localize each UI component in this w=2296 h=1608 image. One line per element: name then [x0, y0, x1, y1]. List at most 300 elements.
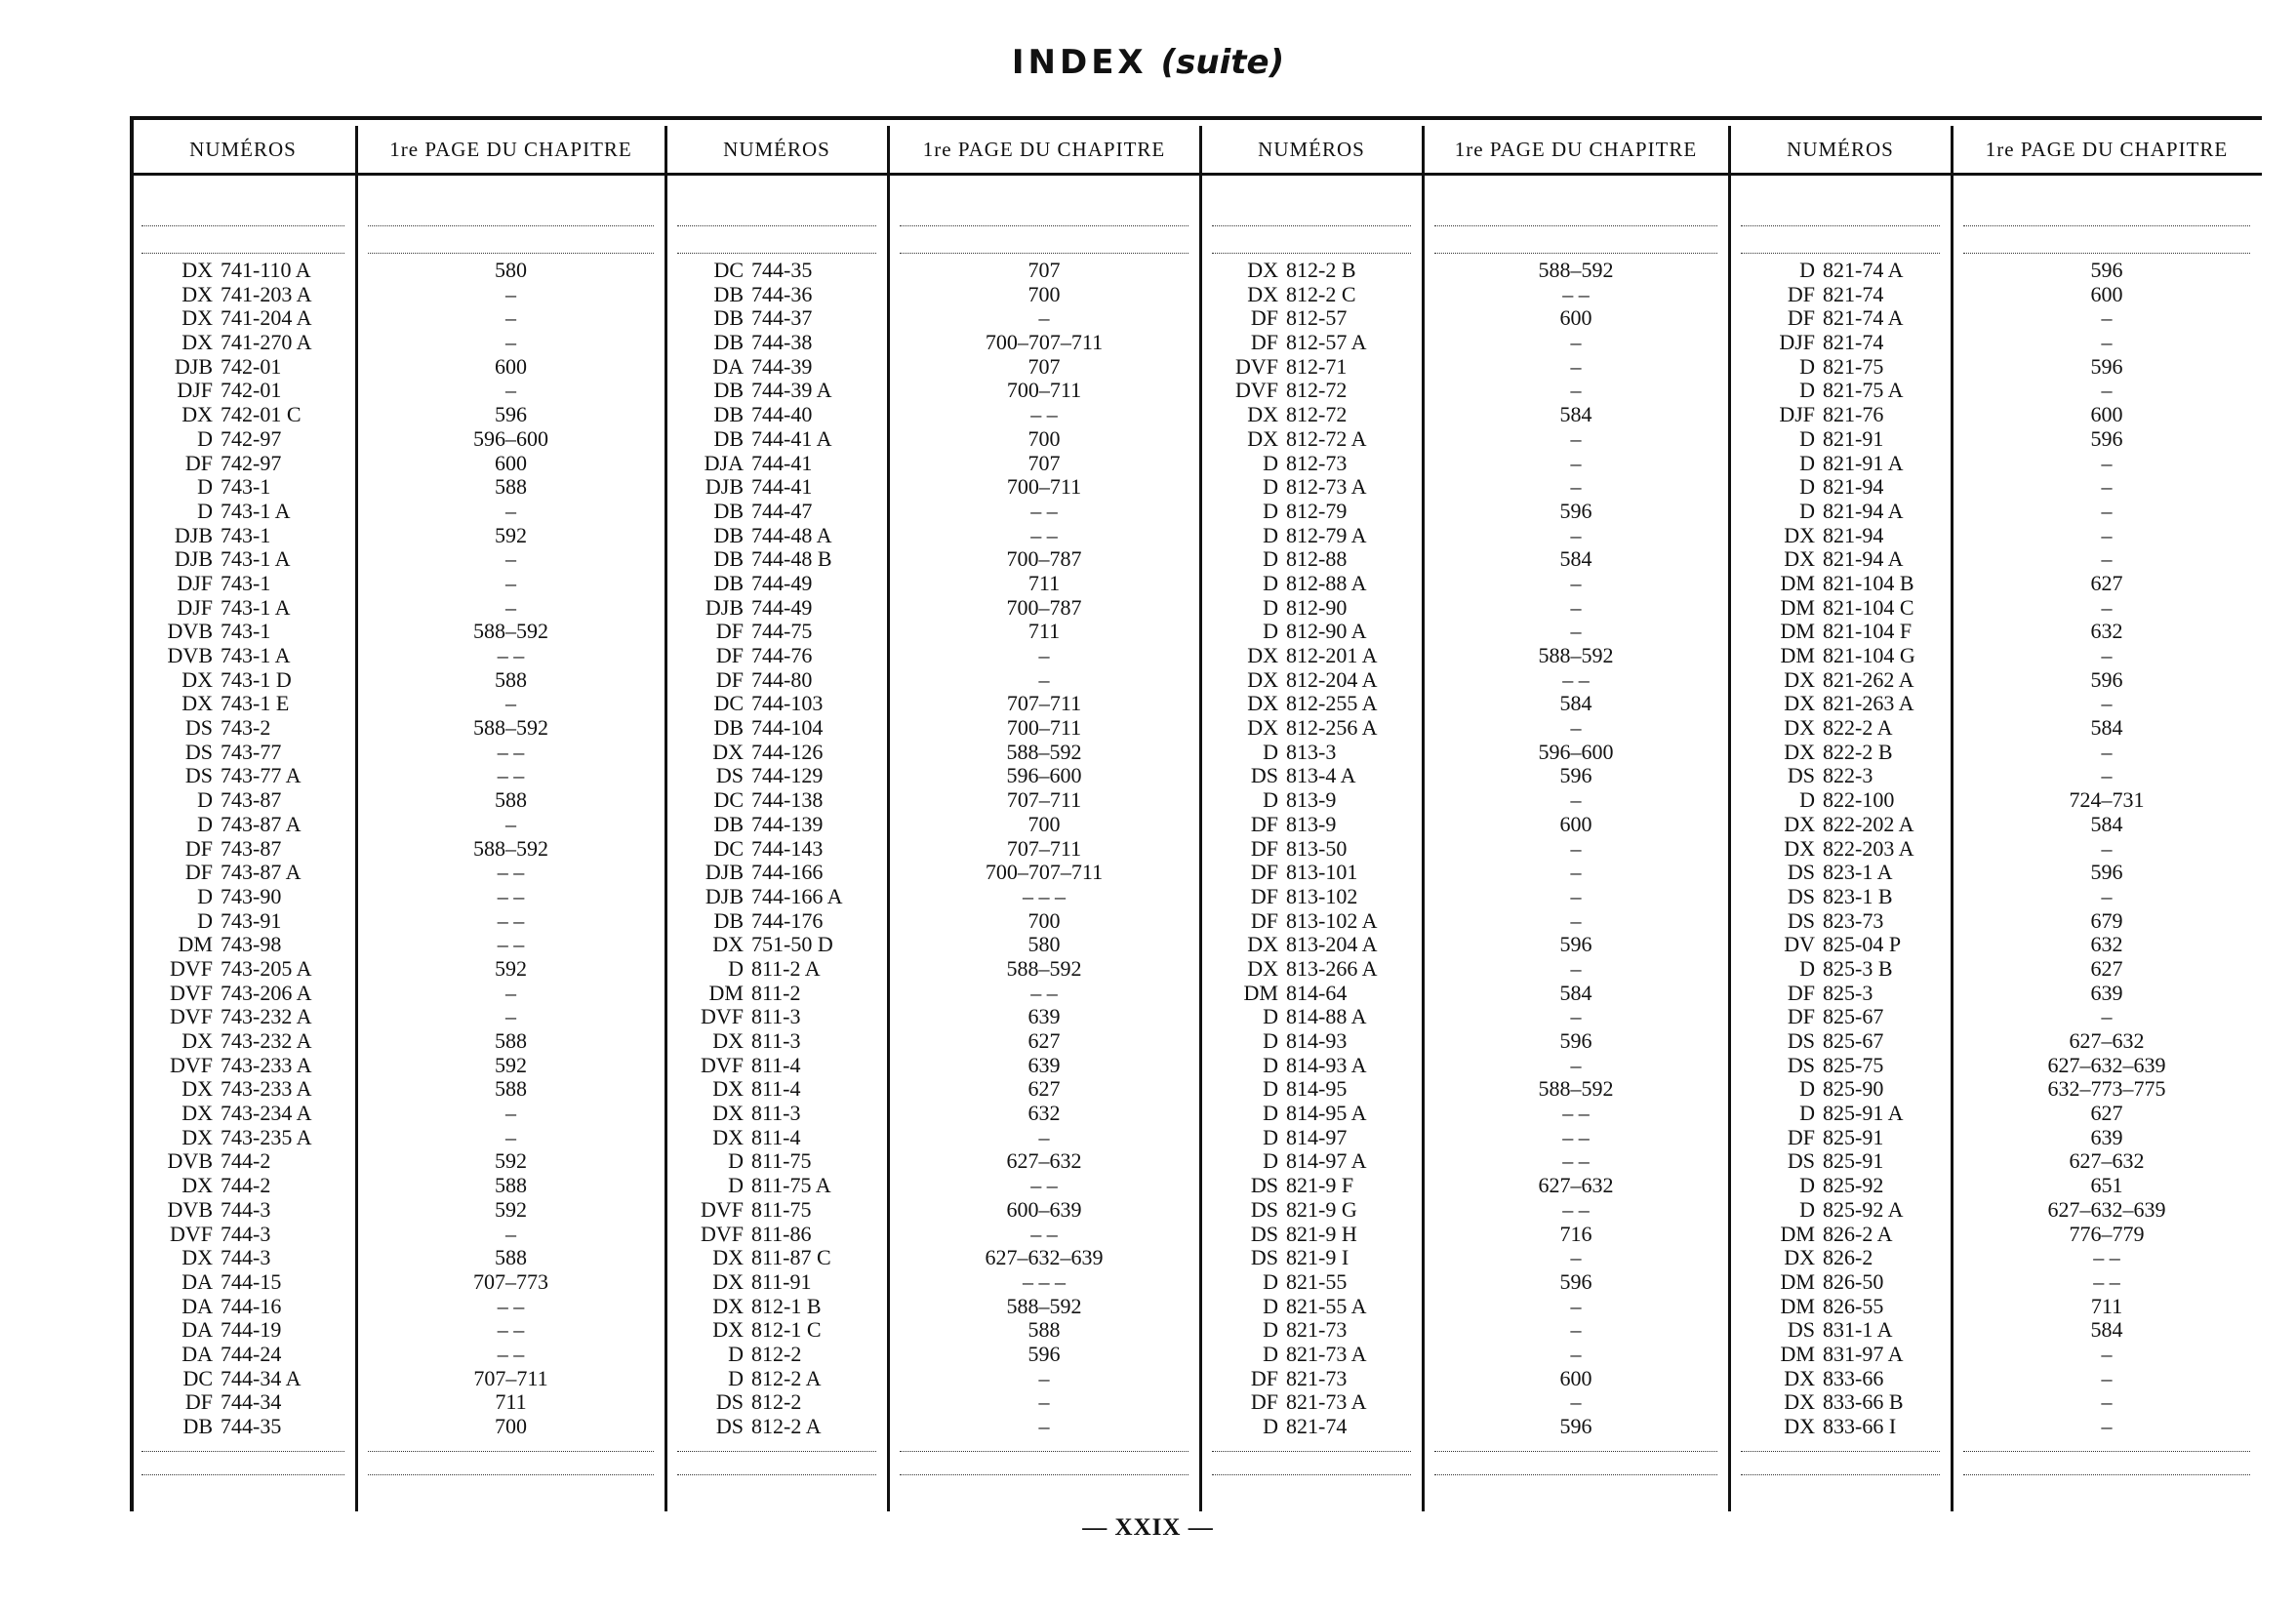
numero-prefix: DA — [712, 353, 744, 379]
numero-prefix: D — [1799, 1196, 1815, 1222]
page-entry: – — [2101, 546, 2113, 572]
numero-code: 744-104 — [751, 715, 824, 741]
page-entry: – — [505, 546, 516, 572]
numero-prefix: D — [1263, 474, 1278, 500]
numero-prefix: DS — [1787, 883, 1815, 908]
numero-code: 812-72 — [1286, 378, 1348, 403]
numero-code: 825-04 P — [1823, 932, 1902, 957]
page-entry: 600 — [1559, 305, 1592, 331]
numero-prefix: D — [1263, 1293, 1278, 1318]
page-entry: 592 — [495, 1196, 527, 1222]
numero-entry — [1729, 982, 1952, 1006]
page-entry: 700 — [1027, 425, 1061, 451]
numero-prefix: DX — [1247, 281, 1278, 306]
page-entry: – — [505, 1124, 516, 1149]
page-entry: 707–711 — [1006, 787, 1082, 813]
page-entry: 700–711 — [1006, 378, 1082, 403]
numero-entry — [665, 1054, 888, 1078]
numero-prefix: DM — [1780, 643, 1815, 667]
numero-code: 743-77 A — [221, 763, 302, 788]
numero-prefix: DA — [181, 1293, 213, 1318]
numero-code: 743-87 A — [221, 811, 302, 836]
numero-code: 741-204 A — [221, 305, 312, 331]
numero-code: 812-201 A — [1286, 643, 1378, 667]
page-entry: – — [1038, 1365, 1050, 1390]
numero-code: 744-103 — [751, 691, 824, 716]
numero-prefix: D — [1263, 594, 1278, 620]
page-entry: 627–632 — [2069, 1028, 2145, 1053]
numero-code: 744-34 A — [221, 1365, 302, 1390]
numero-code: 811-75 — [751, 1196, 812, 1222]
numero-code: 744-24 — [221, 1341, 282, 1366]
numero-code: 811-86 — [751, 1221, 812, 1246]
page-entry: – — [2101, 594, 2113, 620]
dotted-rule — [677, 253, 876, 254]
numero-entry — [130, 1102, 356, 1126]
numero-prefix: DX — [1247, 691, 1278, 716]
numero-prefix: DX — [181, 691, 213, 716]
header-numeros: NUMÉROS — [189, 137, 297, 161]
numero-code: 831-1 A — [1823, 1317, 1893, 1343]
numero-code: 826-2 A — [1823, 1221, 1893, 1246]
numero-prefix: DF — [184, 860, 213, 885]
numero-prefix: DB — [713, 907, 744, 933]
numero-entry — [1200, 741, 1423, 765]
numero-code: 743-1 — [221, 619, 271, 644]
numero-code: 744-75 — [751, 619, 813, 644]
numero-entry — [665, 957, 888, 982]
numero-prefix: DX — [181, 1245, 213, 1270]
numero-entry — [1729, 764, 1952, 788]
numero-entry — [130, 1318, 356, 1343]
numero-prefix: DF — [1787, 305, 1815, 331]
dotted-rule — [1741, 1451, 1940, 1452]
page-entry: 596 — [1559, 932, 1592, 957]
numero-entry — [1200, 1390, 1423, 1415]
numero-code: 825-91 A — [1823, 1101, 1904, 1126]
page-entry: – — [1570, 1341, 1582, 1366]
page-entry: 588 — [495, 787, 527, 813]
numero-code: 744-3 — [221, 1196, 271, 1222]
numero-prefix: DX — [1784, 715, 1815, 741]
page-entry: 632 — [2090, 932, 2123, 957]
page-entry: – – — [1030, 1173, 1058, 1198]
page-entry: 584 — [2090, 1317, 2123, 1343]
numero-prefix: DF — [1787, 281, 1815, 306]
numero-entry — [665, 1149, 888, 1174]
numero-prefix: DC — [713, 691, 744, 716]
page-entry: 588–592 — [1006, 1293, 1082, 1318]
numero-code: 742-01 C — [221, 402, 302, 427]
numero-entry — [665, 524, 888, 548]
numero-prefix: DX — [1784, 1365, 1815, 1390]
numero-prefix: DS — [1250, 1196, 1278, 1222]
page-entry: – — [505, 1221, 516, 1246]
numero-code: 821-9 F — [1286, 1173, 1354, 1198]
numero-entry — [1200, 692, 1423, 716]
page-entry: 600–639 — [1006, 1196, 1082, 1222]
page-entry: 700 — [1027, 907, 1061, 933]
numero-entry — [1729, 524, 1952, 548]
numero-prefix: DC — [713, 787, 744, 813]
numero-prefix: DJF — [177, 378, 213, 403]
page-entry: – — [1038, 643, 1050, 667]
numero-prefix: DX — [1784, 522, 1815, 547]
premiere-page-column — [1952, 259, 2262, 1439]
dotted-rule — [1741, 253, 1940, 254]
numero-entry — [130, 475, 356, 500]
numero-code: 744-2 — [221, 1173, 271, 1198]
header-premiere-page: 1re PAGE DU CHAPITRE — [922, 137, 1166, 161]
numero-code: 742-01 — [221, 378, 282, 403]
numero-prefix: D — [1263, 546, 1278, 572]
page-entry: 596 — [495, 402, 527, 427]
numero-prefix: DJB — [705, 474, 744, 500]
page-entry: – — [2101, 739, 2113, 764]
numero-entry — [130, 1126, 356, 1150]
numero-entry — [665, 1318, 888, 1343]
page-entry: – — [1570, 594, 1582, 620]
title-subtitle: (suite) — [1160, 43, 1285, 82]
page-entry: – — [1038, 666, 1050, 692]
numero-entry — [1729, 547, 1952, 572]
numero-prefix: DX — [181, 330, 213, 355]
dotted-rule — [900, 1474, 1188, 1475]
numero-prefix: DM — [178, 932, 213, 957]
numero-entry — [665, 861, 888, 885]
numero-code: 821-9 H — [1286, 1221, 1357, 1246]
numero-entry — [1729, 283, 1952, 307]
numero-code: 821-75 A — [1823, 378, 1904, 403]
numero-entry — [665, 572, 888, 596]
dotted-rule — [368, 225, 654, 226]
numero-prefix: DVF — [700, 1221, 744, 1246]
numero-prefix: D — [197, 811, 213, 836]
numero-prefix: DVB — [167, 1196, 213, 1222]
numero-code: 743-1 A — [221, 643, 291, 667]
page-entry: – — [2101, 330, 2113, 355]
numero-entry — [130, 692, 356, 716]
numero-prefix: DJB — [705, 883, 744, 908]
numero-code: 744-166 — [751, 860, 824, 885]
numero-prefix: D — [1799, 450, 1815, 475]
numero-entry — [130, 547, 356, 572]
page-entry: 707–711 — [1006, 835, 1082, 861]
numero-code: 743-98 — [221, 932, 282, 957]
numero-code: 812-73 — [1286, 450, 1348, 475]
numero-code: 741-270 A — [221, 330, 312, 355]
page-entry: – — [2101, 835, 2113, 861]
numero-entry — [130, 957, 356, 982]
numero-entry — [130, 1054, 356, 1078]
page-entry: – — [505, 594, 516, 620]
numero-prefix: DVF — [700, 1196, 744, 1222]
numero-entry — [130, 1295, 356, 1319]
numero-entry — [665, 403, 888, 427]
page-entry: 596 — [1559, 1028, 1592, 1053]
numero-code: 821-104 C — [1823, 594, 1914, 620]
numero-code: 743-87 A — [221, 860, 302, 885]
numero-prefix: DC — [182, 1365, 213, 1390]
numero-code: 821-76 — [1823, 402, 1884, 427]
numero-prefix: DC — [713, 258, 744, 282]
numero-code: 825-67 — [1823, 1028, 1884, 1053]
numero-entry — [665, 500, 888, 524]
numero-entry — [130, 716, 356, 741]
numero-prefix: DX — [712, 1317, 744, 1343]
numero-prefix: DS — [715, 1389, 744, 1415]
page-entry: – – — [1030, 980, 1058, 1005]
page-entry: – — [1570, 1317, 1582, 1343]
numero-code: 811-4 — [751, 1076, 801, 1102]
numero-code: 813-4 A — [1286, 763, 1356, 788]
page-entry: 724–731 — [2069, 787, 2145, 813]
numero-prefix: DA — [181, 1268, 213, 1294]
numero-entry — [1200, 283, 1423, 307]
header-premiere-page: 1re PAGE DU CHAPITRE — [1985, 137, 2229, 161]
page-entry: – — [1570, 353, 1582, 379]
numero-prefix: DX — [712, 1293, 744, 1318]
numero-code: 744-41 — [751, 450, 813, 475]
numero-entry — [1729, 1102, 1952, 1126]
numero-prefix: DJF — [177, 570, 213, 595]
numero-code: 812-1 C — [751, 1317, 822, 1343]
numero-prefix: D — [1263, 498, 1278, 523]
numero-prefix: D — [1263, 1028, 1278, 1053]
numero-entry — [1200, 1198, 1423, 1223]
numero-code: 744-139 — [751, 811, 824, 836]
numero-code: 743-2 — [221, 715, 271, 741]
numero-code: 741-110 A — [221, 258, 311, 282]
numero-prefix: DX — [1247, 643, 1278, 667]
numero-code: 744-166 A — [751, 883, 843, 908]
page-entry: 700–787 — [1006, 594, 1082, 620]
numero-prefix: D — [197, 498, 213, 523]
page-entry: – — [2101, 883, 2113, 908]
numero-entry — [665, 788, 888, 813]
page-entry: 627–632 — [1006, 1148, 1082, 1174]
page-entry: – — [505, 980, 516, 1005]
numero-entry — [665, 379, 888, 403]
numero-code: 813-102 A — [1286, 907, 1378, 933]
numero-entry — [1729, 957, 1952, 982]
numero-code: 823-1 A — [1823, 860, 1893, 885]
page-entry: 711 — [2090, 1293, 2123, 1318]
numero-entry — [1729, 1318, 1952, 1343]
numero-prefix: DB — [713, 715, 744, 741]
numero-code: 822-100 — [1823, 787, 1895, 813]
numero-prefix: D — [1799, 378, 1815, 403]
page-entry: – — [1570, 955, 1582, 981]
numero-code: 751-50 D — [751, 932, 833, 957]
numero-code: 812-88 — [1286, 546, 1348, 572]
numero-prefix: D — [728, 955, 744, 981]
numero-entry — [665, 1174, 888, 1198]
numero-prefix: D — [197, 787, 213, 813]
dotted-rule — [1963, 225, 2250, 226]
page-entry: – — [1038, 305, 1050, 331]
page-entry: – — [2101, 474, 2113, 500]
numero-entry — [130, 1367, 356, 1391]
numero-code: 831-97 A — [1823, 1341, 1904, 1366]
numero-entry — [665, 885, 888, 909]
numero-code: 813-101 — [1286, 860, 1358, 885]
numero-code: 742-97 — [221, 450, 282, 475]
numero-prefix: DVF — [1234, 378, 1278, 403]
numero-code: 741-203 A — [221, 281, 312, 306]
numero-entry — [1200, 716, 1423, 741]
page-entry: – — [1570, 715, 1582, 741]
numero-code: 744-76 — [751, 643, 813, 667]
page-entry: – – — [1030, 498, 1058, 523]
numero-code: 812-57 — [1286, 305, 1348, 331]
numero-entry — [1200, 1367, 1423, 1391]
page-number: — XXIX — — [1082, 1514, 1214, 1541]
numero-entry — [1200, 1223, 1423, 1247]
numero-prefix: DF — [1250, 835, 1278, 861]
table-header-rule — [130, 173, 2262, 176]
numero-code: 825-90 — [1823, 1076, 1884, 1102]
page-entry: 627 — [2090, 1101, 2123, 1126]
numero-prefix: DX — [712, 739, 744, 764]
dotted-rule — [1963, 253, 2250, 254]
numero-entry — [1729, 1077, 1952, 1102]
page-entry: – – — [1562, 1148, 1590, 1174]
numero-prefix: DVF — [169, 955, 213, 981]
numero-code: 825-92 — [1823, 1173, 1884, 1198]
page-entry: – — [2101, 643, 2113, 667]
page-entry: – — [1570, 570, 1582, 595]
numero-entry — [665, 331, 888, 355]
numero-entry — [130, 861, 356, 885]
page-entry: 592 — [495, 1148, 527, 1174]
dotted-rule — [900, 225, 1188, 226]
numero-code: 743-77 — [221, 739, 282, 764]
page-entry: 627–632–639 — [2047, 1196, 2166, 1222]
page-entry: 588–592 — [1538, 1076, 1614, 1102]
numero-prefix: DJB — [705, 860, 744, 885]
dotted-rule — [1434, 225, 1717, 226]
numero-code: 826-55 — [1823, 1293, 1884, 1318]
numero-code: 744-49 — [751, 570, 813, 595]
numero-prefix: D — [728, 1341, 744, 1366]
numero-prefix: DJF — [1779, 330, 1815, 355]
numero-entry — [665, 982, 888, 1006]
numero-code: 821-73 A — [1286, 1341, 1367, 1366]
page-entry: – – — [1030, 522, 1058, 547]
numero-entry — [130, 355, 356, 380]
numero-code: 825-91 — [1823, 1124, 1884, 1149]
numero-prefix: D — [1263, 1341, 1278, 1366]
numero-code: 812-71 — [1286, 353, 1348, 379]
numero-code: 814-64 — [1286, 980, 1348, 1005]
numero-code: 743-1 A — [221, 594, 291, 620]
numero-code: 812-79 A — [1286, 522, 1367, 547]
numero-entry — [1200, 764, 1423, 788]
table-top-rule — [130, 116, 2262, 120]
numero-code: 812-79 — [1286, 498, 1348, 523]
numero-code: 821-263 A — [1823, 691, 1914, 716]
page-entry: – — [1570, 1052, 1582, 1077]
numero-entry — [1200, 379, 1423, 403]
numero-code: 744-35 — [221, 1414, 282, 1438]
numero-code: 814-97 — [1286, 1124, 1348, 1149]
page-entry: – — [2101, 1341, 2113, 1366]
page-entry: 600 — [2090, 402, 2123, 427]
numero-code: 811-87 C — [751, 1245, 831, 1270]
numero-prefix: DX — [1247, 715, 1278, 741]
numero-entry — [1200, 596, 1423, 621]
numero-entry — [665, 355, 888, 380]
page-entry: 600 — [2090, 281, 2123, 306]
numero-prefix: DF — [715, 619, 744, 644]
numero-prefix: D — [728, 1365, 744, 1390]
numero-prefix: DS — [1787, 1317, 1815, 1343]
numero-prefix: DF — [184, 450, 213, 475]
numero-entry — [130, 885, 356, 909]
page-entry: 600 — [1559, 811, 1592, 836]
numero-prefix: D — [1799, 425, 1815, 451]
numero-entry — [130, 1415, 356, 1439]
page-entry: – — [505, 691, 516, 716]
numero-prefix: DS — [715, 763, 744, 788]
numero-entry — [1200, 1054, 1423, 1078]
numero-entry — [665, 452, 888, 476]
numero-code: 743-205 A — [221, 955, 312, 981]
numero-code: 813-204 A — [1286, 932, 1378, 957]
numero-prefix: DJB — [705, 594, 744, 620]
numero-code: 812-72 A — [1286, 425, 1367, 451]
page-entry: – – — [2093, 1245, 2120, 1270]
numero-entry — [130, 1077, 356, 1102]
numero-prefix: D — [1799, 1101, 1815, 1126]
numero-entry — [130, 1198, 356, 1223]
dotted-rule — [677, 1474, 876, 1475]
numero-prefix: D — [1799, 258, 1815, 282]
numero-entry — [665, 1029, 888, 1054]
page-entry: 596 — [1027, 1341, 1061, 1366]
numero-prefix: DX — [712, 1124, 744, 1149]
numero-entry — [1729, 909, 1952, 934]
numero-prefix: DB — [713, 498, 744, 523]
page-entry: 700 — [1027, 281, 1061, 306]
numero-entry — [665, 1390, 888, 1415]
numero-code: 833-66 B — [1823, 1389, 1904, 1415]
numero-code: 821-73 — [1286, 1317, 1348, 1343]
numero-entry — [130, 452, 356, 476]
numero-prefix: D — [1263, 1268, 1278, 1294]
numero-entry — [1729, 259, 1952, 283]
numero-entry — [1200, 306, 1423, 331]
numero-code: 821-55 — [1286, 1268, 1348, 1294]
numeros-column — [130, 259, 356, 1439]
page-entry: 627 — [1027, 1028, 1061, 1053]
page-entry: 588 — [1027, 1317, 1061, 1343]
numero-prefix: DA — [181, 1341, 213, 1366]
page-entry: 580 — [495, 258, 527, 282]
page-entry: 700–711 — [1006, 474, 1082, 500]
page-entry: – – — [1562, 281, 1590, 306]
page-entry: – — [505, 811, 516, 836]
page-entry: 588 — [495, 474, 527, 500]
page-entry: 776–779 — [2069, 1221, 2145, 1246]
numero-prefix: DS — [1787, 1028, 1815, 1053]
numero-entry — [665, 741, 888, 765]
page-entry: 588–592 — [473, 619, 548, 644]
page-entry: – – — [497, 907, 525, 933]
numero-code: 743-87 — [221, 787, 282, 813]
numero-code: 812-90 A — [1286, 619, 1367, 644]
